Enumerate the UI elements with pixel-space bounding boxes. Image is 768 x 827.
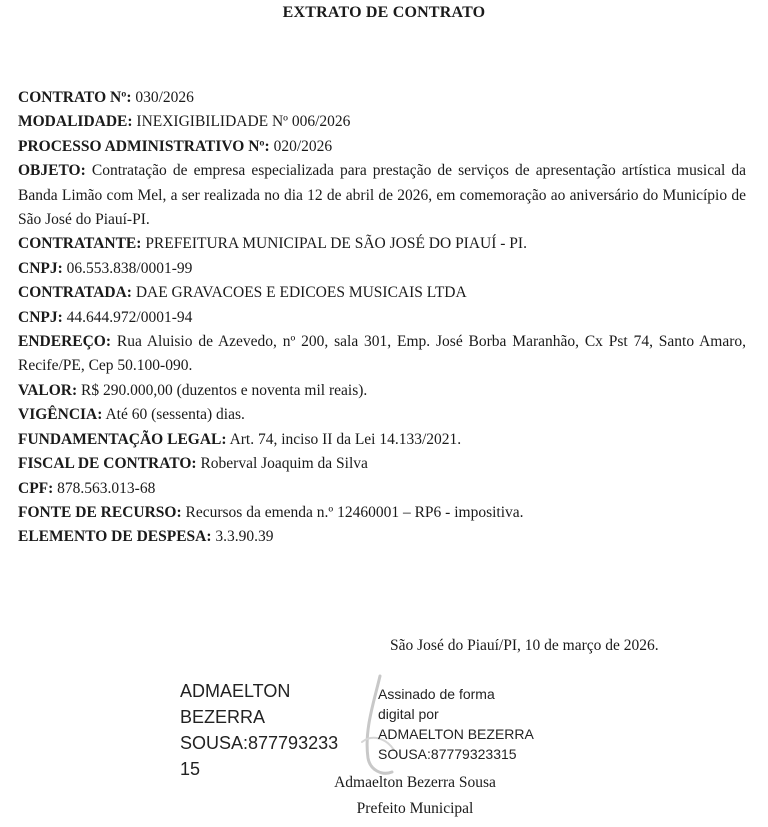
field-cnpj-contratante [18, 257, 746, 281]
field-label: OBJETO: [18, 162, 86, 180]
field-vigencia [18, 403, 746, 427]
field-value: DAE GRAVACOES E EDICOES MUSICAIS LTDA [135, 284, 467, 302]
field-label: CONTRATANTE: [18, 235, 142, 253]
field-label: CNPJ: [18, 308, 63, 326]
field-label: VIGÊNCIA: [18, 406, 103, 424]
signer-role: Prefeito Municipal [356, 800, 474, 817]
field-value: PREFEITURA MUNICIPAL DE SÃO JOSÉ DO PIAUÍ - PI. [145, 235, 527, 253]
signer-block [0, 770, 768, 822]
field-value: 3.3.90.39 [215, 528, 274, 546]
field-contrato [18, 86, 746, 110]
field-label: ELEMENTO DE DESPESA: [18, 528, 212, 546]
field-endereco [18, 330, 746, 379]
field-fiscal [18, 452, 746, 476]
field-contratada [18, 281, 746, 305]
field-modalidade [18, 110, 746, 134]
field-label: CONTRATADA: [18, 284, 132, 302]
field-value: Roberval Joaquim da Silva [200, 455, 368, 473]
field-fonte-recurso [18, 501, 746, 525]
field-value: Até 60 (sessenta) dias. [105, 406, 245, 424]
field-contratante [18, 232, 746, 256]
field-label: FONTE DE RECURSO: [18, 503, 182, 521]
field-valor [18, 379, 746, 403]
field-label: PROCESSO ADMINISTRATIVO Nº: [18, 137, 270, 155]
field-value: 44.644.972/0001-94 [66, 308, 193, 326]
field-elemento-despesa [18, 525, 746, 549]
field-value: 030/2026 [135, 89, 194, 106]
field-value: R$ 290.000,00 (duzentos e noventa mil reais). [81, 381, 368, 399]
field-label: CONTRATO Nº: [18, 89, 132, 106]
place-date: São José do Piauí/PI, 10 de março de 2026. [390, 637, 659, 654]
field-cpf [18, 477, 746, 501]
contract-fields [18, 86, 746, 550]
field-label: ENDEREÇO: [18, 333, 112, 351]
field-label: VALOR: [18, 381, 78, 399]
field-value: Art. 74, inciso II da Lei 14.133/2021. [229, 430, 462, 448]
field-label: CNPJ: [18, 259, 63, 277]
field-label: FUNDAMENTAÇÃO LEGAL: [18, 430, 227, 448]
field-value: Recursos da emenda n.º 12460001 – RP6 - impositiva. [185, 503, 524, 521]
field-cnpj-contratada [18, 306, 746, 330]
digital-signature-name: ADMAELTON BEZERRA SOUSA:877793233 15 [180, 681, 339, 779]
digital-signature-info: Assinado de forma digital por ADMAELTON BEZERRA SOUSA:87779323315 [378, 686, 534, 762]
field-value: 878.563.013-68 [57, 479, 156, 497]
field-value: INEXIGIBILIDADE Nº 006/2026 [136, 113, 351, 131]
document-title: EXTRATO DE CONTRATO [282, 4, 486, 21]
field-value: Contratação de empresa especializada para prestação de serviços de apresentação artística musical da Banda Limão com Mel, a ser realizada no dia 12 de abril de 2026, em comemoração ao aniversário do Município de São José do Piauí-PI. [18, 162, 746, 229]
field-processo [18, 135, 746, 159]
field-value: Rua Aluisio de Azevedo, nº 200, sala 301, Emp. José Borba Maranhão, Cx Pst 74, Santo Amaro, Recife/PE, Cep 50.100-090. [18, 333, 747, 375]
signer-name: Admaelton Bezerra Sousa [334, 774, 496, 791]
field-objeto [18, 159, 746, 232]
field-fundamentacao [18, 428, 746, 452]
field-value: 020/2026 [273, 137, 333, 155]
field-label: CPF: [18, 479, 54, 497]
field-label: FISCAL DE CONTRATO: [18, 455, 197, 473]
field-value: 06.553.838/0001-99 [66, 259, 193, 277]
field-label: MODALIDADE: [18, 113, 133, 131]
